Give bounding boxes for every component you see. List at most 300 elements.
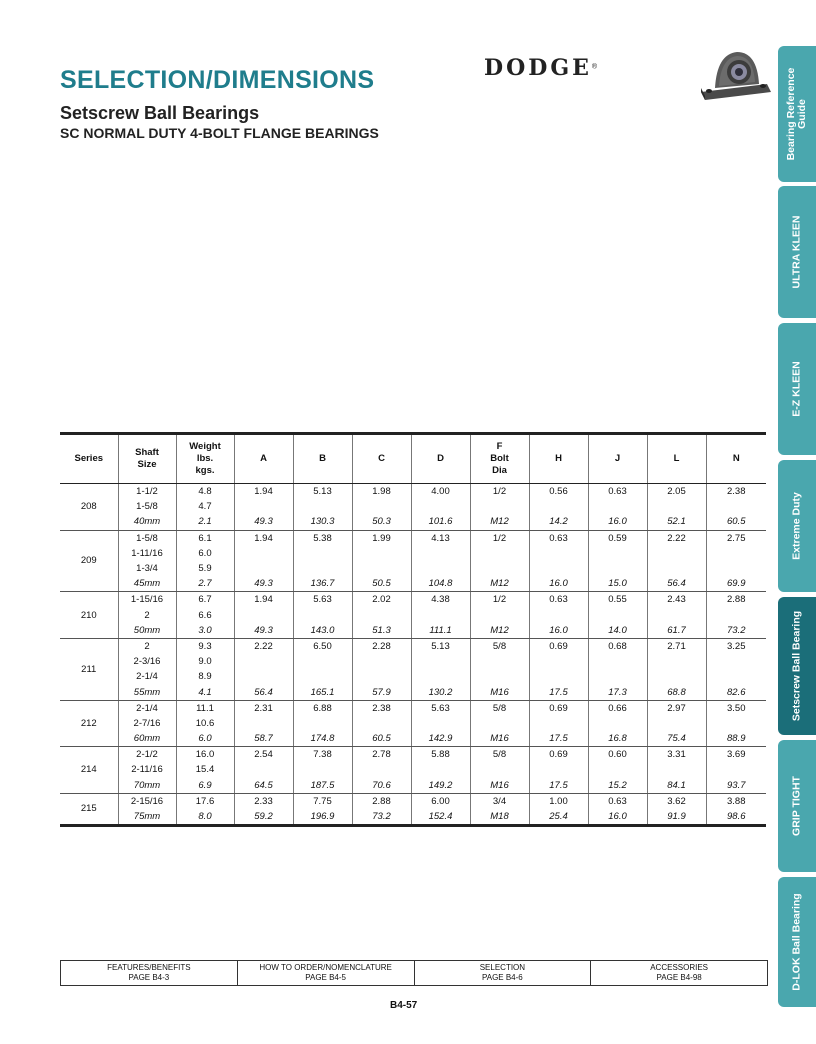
page-subtitle-secondary: SC NORMAL DUTY 4-BOLT FLANGE BEARINGS bbox=[60, 125, 379, 141]
cell-d: 152.4 bbox=[411, 809, 470, 826]
cell-b: 6.50 bbox=[293, 638, 352, 654]
cell-a bbox=[234, 716, 293, 731]
cell-w: 9.3 bbox=[176, 638, 234, 654]
cell-n: 73.2 bbox=[706, 623, 766, 639]
cell-c: 2.78 bbox=[352, 747, 411, 763]
cell-w: 16.0 bbox=[176, 747, 234, 763]
footer-link-title: SELECTION bbox=[479, 963, 526, 972]
tab-label: Extreme Duty bbox=[790, 492, 803, 560]
tab-ultra-kleen[interactable] bbox=[778, 186, 816, 318]
cell-b: 174.8 bbox=[293, 731, 352, 747]
header-n: N bbox=[706, 434, 766, 484]
cell-c bbox=[352, 654, 411, 669]
cell-n: 2.88 bbox=[706, 592, 766, 608]
cell-w: 2.7 bbox=[176, 576, 234, 592]
footer-link-page: PAGE B4-98 bbox=[656, 972, 702, 982]
cell-l bbox=[647, 654, 706, 669]
tab-grip-tight[interactable] bbox=[778, 740, 816, 872]
cell-h bbox=[529, 499, 588, 514]
table-row bbox=[60, 638, 766, 654]
cell-a: 49.3 bbox=[234, 623, 293, 639]
cell-f bbox=[470, 546, 529, 561]
cell-h: 17.5 bbox=[529, 684, 588, 700]
header-b: B bbox=[293, 434, 352, 484]
footer-link-title: ACCESSORIES bbox=[650, 963, 709, 972]
cell-h bbox=[529, 654, 588, 669]
cell-f bbox=[470, 654, 529, 669]
table-row bbox=[60, 499, 766, 514]
cell-h: 25.4 bbox=[529, 809, 588, 826]
cell-w: 2.1 bbox=[176, 514, 234, 530]
cell-n: 60.5 bbox=[706, 514, 766, 530]
cell-a: 1.94 bbox=[234, 530, 293, 546]
cell-w: 4.1 bbox=[176, 684, 234, 700]
cell-c: 57.9 bbox=[352, 684, 411, 700]
cell-n bbox=[706, 546, 766, 561]
table-row bbox=[60, 778, 766, 794]
cell-n: 93.7 bbox=[706, 778, 766, 794]
cell-shaft: 1-3/4 bbox=[118, 561, 176, 576]
table-row bbox=[60, 793, 766, 809]
cell-shaft: 1-15/16 bbox=[118, 592, 176, 608]
cell-a bbox=[234, 546, 293, 561]
cell-j: 0.55 bbox=[588, 592, 647, 608]
cell-w: 5.9 bbox=[176, 561, 234, 576]
tab-label: Bearing Reference Guide bbox=[785, 67, 808, 161]
cell-c bbox=[352, 669, 411, 684]
cell-l: 75.4 bbox=[647, 731, 706, 747]
cell-c: 2.38 bbox=[352, 700, 411, 716]
cell-n bbox=[706, 499, 766, 514]
cell-shaft: 1-5/8 bbox=[118, 530, 176, 546]
cell-a bbox=[234, 561, 293, 576]
cell-f bbox=[470, 608, 529, 623]
cell-d: 130.2 bbox=[411, 684, 470, 700]
cell-h bbox=[529, 608, 588, 623]
cell-l: 56.4 bbox=[647, 576, 706, 592]
cell-b bbox=[293, 561, 352, 576]
cell-d bbox=[411, 546, 470, 561]
cell-w: 6.9 bbox=[176, 778, 234, 794]
table-row bbox=[60, 546, 766, 561]
dodge-logo bbox=[484, 55, 614, 87]
cell-j: 0.68 bbox=[588, 638, 647, 654]
cell-f bbox=[470, 499, 529, 514]
pillow-block-bearing-icon bbox=[697, 44, 772, 100]
cell-l bbox=[647, 499, 706, 514]
table-row bbox=[60, 608, 766, 623]
tab-label: ULTRA KLEEN bbox=[790, 215, 803, 289]
cell-d: 104.8 bbox=[411, 576, 470, 592]
header-f-bolt-dia: F Bolt Dia bbox=[470, 434, 529, 484]
cell-d bbox=[411, 716, 470, 731]
cell-shaft: 55mm bbox=[118, 684, 176, 700]
cell-c: 1.98 bbox=[352, 484, 411, 500]
cell-h: 0.69 bbox=[529, 638, 588, 654]
cell-n bbox=[706, 669, 766, 684]
cell-n: 88.9 bbox=[706, 731, 766, 747]
series-cell: 209 bbox=[60, 530, 118, 592]
table-row bbox=[60, 762, 766, 777]
cell-f: 1/2 bbox=[470, 592, 529, 608]
cell-l bbox=[647, 669, 706, 684]
cell-h bbox=[529, 669, 588, 684]
cell-f: M12 bbox=[470, 623, 529, 639]
cell-n: 69.9 bbox=[706, 576, 766, 592]
cell-l: 3.31 bbox=[647, 747, 706, 763]
cell-a: 64.5 bbox=[234, 778, 293, 794]
section-tabs bbox=[778, 0, 816, 1044]
cell-f: M12 bbox=[470, 514, 529, 530]
cell-b bbox=[293, 762, 352, 777]
cell-d: 111.1 bbox=[411, 623, 470, 639]
cell-j: 0.63 bbox=[588, 484, 647, 500]
cell-w: 4.7 bbox=[176, 499, 234, 514]
cell-d: 4.00 bbox=[411, 484, 470, 500]
tab-d-lok-ball-bearing[interactable] bbox=[778, 877, 816, 1007]
cell-shaft: 60mm bbox=[118, 731, 176, 747]
cell-w: 9.0 bbox=[176, 654, 234, 669]
cell-c bbox=[352, 561, 411, 576]
cell-l: 3.62 bbox=[647, 793, 706, 809]
cell-a: 1.94 bbox=[234, 592, 293, 608]
cell-a: 2.22 bbox=[234, 638, 293, 654]
cell-a bbox=[234, 654, 293, 669]
cell-b: 7.75 bbox=[293, 793, 352, 809]
cell-h: 17.5 bbox=[529, 731, 588, 747]
cell-w: 8.9 bbox=[176, 669, 234, 684]
cell-n: 82.6 bbox=[706, 684, 766, 700]
cell-l: 68.8 bbox=[647, 684, 706, 700]
cell-b bbox=[293, 546, 352, 561]
cell-n bbox=[706, 608, 766, 623]
cell-l bbox=[647, 716, 706, 731]
cell-l: 61.7 bbox=[647, 623, 706, 639]
cell-h: 16.0 bbox=[529, 576, 588, 592]
table-row bbox=[60, 561, 766, 576]
cell-h bbox=[529, 561, 588, 576]
cell-d bbox=[411, 669, 470, 684]
cell-h: 17.5 bbox=[529, 778, 588, 794]
cell-shaft: 2-1/2 bbox=[118, 747, 176, 763]
cell-w: 6.0 bbox=[176, 731, 234, 747]
cell-l: 84.1 bbox=[647, 778, 706, 794]
header-l: L bbox=[647, 434, 706, 484]
table-row bbox=[60, 484, 766, 500]
cell-w: 4.8 bbox=[176, 484, 234, 500]
cell-j: 16.0 bbox=[588, 809, 647, 826]
table-row bbox=[60, 514, 766, 530]
cell-a bbox=[234, 608, 293, 623]
footer-links bbox=[60, 960, 768, 986]
cell-f: 5/8 bbox=[470, 747, 529, 763]
cell-h: 0.69 bbox=[529, 700, 588, 716]
footer-link-accessories[interactable] bbox=[590, 961, 767, 985]
tab-label: E-Z KLEEN bbox=[790, 361, 803, 417]
cell-b: 143.0 bbox=[293, 623, 352, 639]
table-row bbox=[60, 809, 766, 826]
cell-f: 1/2 bbox=[470, 484, 529, 500]
cell-h: 14.2 bbox=[529, 514, 588, 530]
cell-d: 6.00 bbox=[411, 793, 470, 809]
cell-shaft: 1-1/2 bbox=[118, 484, 176, 500]
table-row bbox=[60, 700, 766, 716]
cell-shaft: 1-11/16 bbox=[118, 546, 176, 561]
cell-c bbox=[352, 762, 411, 777]
cell-j bbox=[588, 499, 647, 514]
tab-bearing-reference-guide[interactable] bbox=[778, 46, 816, 182]
series-cell: 210 bbox=[60, 592, 118, 639]
table-row bbox=[60, 731, 766, 747]
cell-d: 5.63 bbox=[411, 700, 470, 716]
table-row bbox=[60, 530, 766, 546]
cell-a: 49.3 bbox=[234, 514, 293, 530]
cell-n bbox=[706, 762, 766, 777]
cell-a bbox=[234, 499, 293, 514]
cell-h bbox=[529, 716, 588, 731]
header-h: H bbox=[529, 434, 588, 484]
cell-d: 4.13 bbox=[411, 530, 470, 546]
cell-b: 6.88 bbox=[293, 700, 352, 716]
table-body bbox=[60, 484, 766, 826]
cell-a: 1.94 bbox=[234, 484, 293, 500]
cell-j: 17.3 bbox=[588, 684, 647, 700]
cell-w: 6.7 bbox=[176, 592, 234, 608]
cell-d bbox=[411, 499, 470, 514]
table-row bbox=[60, 716, 766, 731]
cell-w: 3.0 bbox=[176, 623, 234, 639]
cell-d: 4.38 bbox=[411, 592, 470, 608]
cell-c: 2.28 bbox=[352, 638, 411, 654]
header-c: C bbox=[352, 434, 411, 484]
footer-link-features[interactable] bbox=[61, 961, 237, 985]
cell-d: 5.88 bbox=[411, 747, 470, 763]
cell-l: 52.1 bbox=[647, 514, 706, 530]
cell-f: 5/8 bbox=[470, 638, 529, 654]
table-row bbox=[60, 576, 766, 592]
series-cell: 212 bbox=[60, 700, 118, 747]
cell-j bbox=[588, 561, 647, 576]
cell-l bbox=[647, 608, 706, 623]
cell-n: 3.69 bbox=[706, 747, 766, 763]
cell-shaft: 40mm bbox=[118, 514, 176, 530]
cell-j bbox=[588, 762, 647, 777]
cell-b bbox=[293, 499, 352, 514]
cell-d bbox=[411, 608, 470, 623]
cell-b bbox=[293, 716, 352, 731]
cell-w: 15.4 bbox=[176, 762, 234, 777]
cell-a: 2.31 bbox=[234, 700, 293, 716]
cell-c bbox=[352, 499, 411, 514]
cell-shaft: 2-15/16 bbox=[118, 793, 176, 809]
cell-j: 0.63 bbox=[588, 793, 647, 809]
cell-b: 130.3 bbox=[293, 514, 352, 530]
cell-shaft: 2-11/16 bbox=[118, 762, 176, 777]
cell-h: 0.63 bbox=[529, 530, 588, 546]
tab-label: Setscrew Ball Bearing bbox=[790, 610, 803, 722]
cell-h bbox=[529, 546, 588, 561]
dimensions-table bbox=[60, 432, 766, 827]
cell-w: 8.0 bbox=[176, 809, 234, 826]
header-weight: Weight lbs. kgs. bbox=[176, 434, 234, 484]
cell-b: 5.63 bbox=[293, 592, 352, 608]
cell-n: 98.6 bbox=[706, 809, 766, 826]
cell-shaft: 70mm bbox=[118, 778, 176, 794]
cell-j: 0.59 bbox=[588, 530, 647, 546]
cell-j bbox=[588, 546, 647, 561]
footer-link-selection[interactable] bbox=[414, 961, 591, 985]
header-shaft-size: Shaft Size bbox=[118, 434, 176, 484]
table-row bbox=[60, 592, 766, 608]
header-series: Series bbox=[60, 434, 118, 484]
cell-f bbox=[470, 669, 529, 684]
cell-w: 10.6 bbox=[176, 716, 234, 731]
footer-link-title: FEATURES/BENEFITS bbox=[107, 963, 191, 972]
cell-n: 2.75 bbox=[706, 530, 766, 546]
cell-l: 2.43 bbox=[647, 592, 706, 608]
cell-a: 2.54 bbox=[234, 747, 293, 763]
page-number: B4-57 bbox=[390, 1000, 418, 1011]
cell-shaft: 2-7/16 bbox=[118, 716, 176, 731]
cell-b: 7.38 bbox=[293, 747, 352, 763]
cell-n: 3.25 bbox=[706, 638, 766, 654]
cell-j: 16.0 bbox=[588, 514, 647, 530]
cell-d: 5.13 bbox=[411, 638, 470, 654]
cell-w: 6.1 bbox=[176, 530, 234, 546]
page-title: SELECTION/DIMENSIONS bbox=[60, 66, 375, 94]
cell-a bbox=[234, 669, 293, 684]
cell-c: 50.3 bbox=[352, 514, 411, 530]
cell-d bbox=[411, 561, 470, 576]
cell-f: M12 bbox=[470, 576, 529, 592]
cell-b bbox=[293, 654, 352, 669]
cell-d bbox=[411, 654, 470, 669]
cell-l: 2.22 bbox=[647, 530, 706, 546]
tab-setscrew-ball-bearing[interactable] bbox=[778, 597, 816, 735]
cell-a: 58.7 bbox=[234, 731, 293, 747]
cell-shaft: 2 bbox=[118, 638, 176, 654]
cell-h: 0.56 bbox=[529, 484, 588, 500]
header-d: D bbox=[411, 434, 470, 484]
cell-f: 1/2 bbox=[470, 530, 529, 546]
cell-f: M18 bbox=[470, 809, 529, 826]
header-a: A bbox=[234, 434, 293, 484]
cell-j bbox=[588, 669, 647, 684]
cell-j: 15.0 bbox=[588, 576, 647, 592]
cell-a: 49.3 bbox=[234, 576, 293, 592]
cell-l: 2.05 bbox=[647, 484, 706, 500]
cell-c: 51.3 bbox=[352, 623, 411, 639]
cell-j: 15.2 bbox=[588, 778, 647, 794]
footer-link-page: PAGE B4-3 bbox=[128, 972, 170, 982]
cell-shaft: 2 bbox=[118, 608, 176, 623]
cell-f: 3/4 bbox=[470, 793, 529, 809]
registered-mark: ® bbox=[591, 63, 598, 71]
cell-c: 2.88 bbox=[352, 793, 411, 809]
cell-c bbox=[352, 546, 411, 561]
series-cell: 214 bbox=[60, 747, 118, 794]
cell-h: 1.00 bbox=[529, 793, 588, 809]
cell-f: M16 bbox=[470, 778, 529, 794]
table-row bbox=[60, 747, 766, 763]
cell-w: 17.6 bbox=[176, 793, 234, 809]
cell-w: 6.6 bbox=[176, 608, 234, 623]
cell-shaft: 2-3/16 bbox=[118, 654, 176, 669]
cell-f bbox=[470, 561, 529, 576]
cell-a: 59.2 bbox=[234, 809, 293, 826]
cell-b bbox=[293, 669, 352, 684]
cell-w: 6.0 bbox=[176, 546, 234, 561]
cell-b: 196.9 bbox=[293, 809, 352, 826]
cell-n bbox=[706, 654, 766, 669]
cell-n: 2.38 bbox=[706, 484, 766, 500]
cell-f: M16 bbox=[470, 684, 529, 700]
cell-c: 73.2 bbox=[352, 809, 411, 826]
cell-n bbox=[706, 716, 766, 731]
header-j: J bbox=[588, 434, 647, 484]
cell-n: 3.88 bbox=[706, 793, 766, 809]
series-cell: 208 bbox=[60, 484, 118, 531]
table-header-row bbox=[60, 434, 766, 484]
cell-shaft: 2-1/4 bbox=[118, 700, 176, 716]
cell-d: 142.9 bbox=[411, 731, 470, 747]
footer-link-page: PAGE B4-5 bbox=[305, 972, 346, 982]
tab-ez-kleen[interactable] bbox=[778, 323, 816, 455]
cell-h: 0.69 bbox=[529, 747, 588, 763]
cell-shaft: 45mm bbox=[118, 576, 176, 592]
cell-b: 165.1 bbox=[293, 684, 352, 700]
cell-n bbox=[706, 561, 766, 576]
cell-h bbox=[529, 762, 588, 777]
footer-link-page: PAGE B4-6 bbox=[481, 972, 523, 982]
cell-f bbox=[470, 762, 529, 777]
cell-h: 0.63 bbox=[529, 592, 588, 608]
cell-shaft: 50mm bbox=[118, 623, 176, 639]
cell-l: 2.71 bbox=[647, 638, 706, 654]
tab-extreme-duty[interactable] bbox=[778, 460, 816, 592]
cell-shaft: 2-1/4 bbox=[118, 669, 176, 684]
cell-j: 14.0 bbox=[588, 623, 647, 639]
cell-j: 0.66 bbox=[588, 700, 647, 716]
cell-l bbox=[647, 561, 706, 576]
cell-j bbox=[588, 716, 647, 731]
cell-a: 2.33 bbox=[234, 793, 293, 809]
series-cell: 211 bbox=[60, 638, 118, 700]
cell-b bbox=[293, 608, 352, 623]
cell-j: 0.60 bbox=[588, 747, 647, 763]
cell-c: 50.5 bbox=[352, 576, 411, 592]
cell-shaft: 1-5/8 bbox=[118, 499, 176, 514]
cell-n: 3.50 bbox=[706, 700, 766, 716]
cell-d: 149.2 bbox=[411, 778, 470, 794]
page-subtitle: Setscrew Ball Bearings bbox=[60, 103, 260, 123]
cell-l bbox=[647, 762, 706, 777]
cell-c: 60.5 bbox=[352, 731, 411, 747]
cell-j bbox=[588, 654, 647, 669]
cell-w: 11.1 bbox=[176, 700, 234, 716]
cell-l bbox=[647, 546, 706, 561]
cell-b: 187.5 bbox=[293, 778, 352, 794]
table-row bbox=[60, 669, 766, 684]
cell-j: 16.8 bbox=[588, 731, 647, 747]
footer-link-how-to-order[interactable] bbox=[237, 961, 414, 985]
cell-c bbox=[352, 716, 411, 731]
cell-a bbox=[234, 762, 293, 777]
cell-a: 56.4 bbox=[234, 684, 293, 700]
cell-j bbox=[588, 608, 647, 623]
logo-text: DODGE bbox=[484, 55, 592, 81]
series-cell: 215 bbox=[60, 793, 118, 825]
